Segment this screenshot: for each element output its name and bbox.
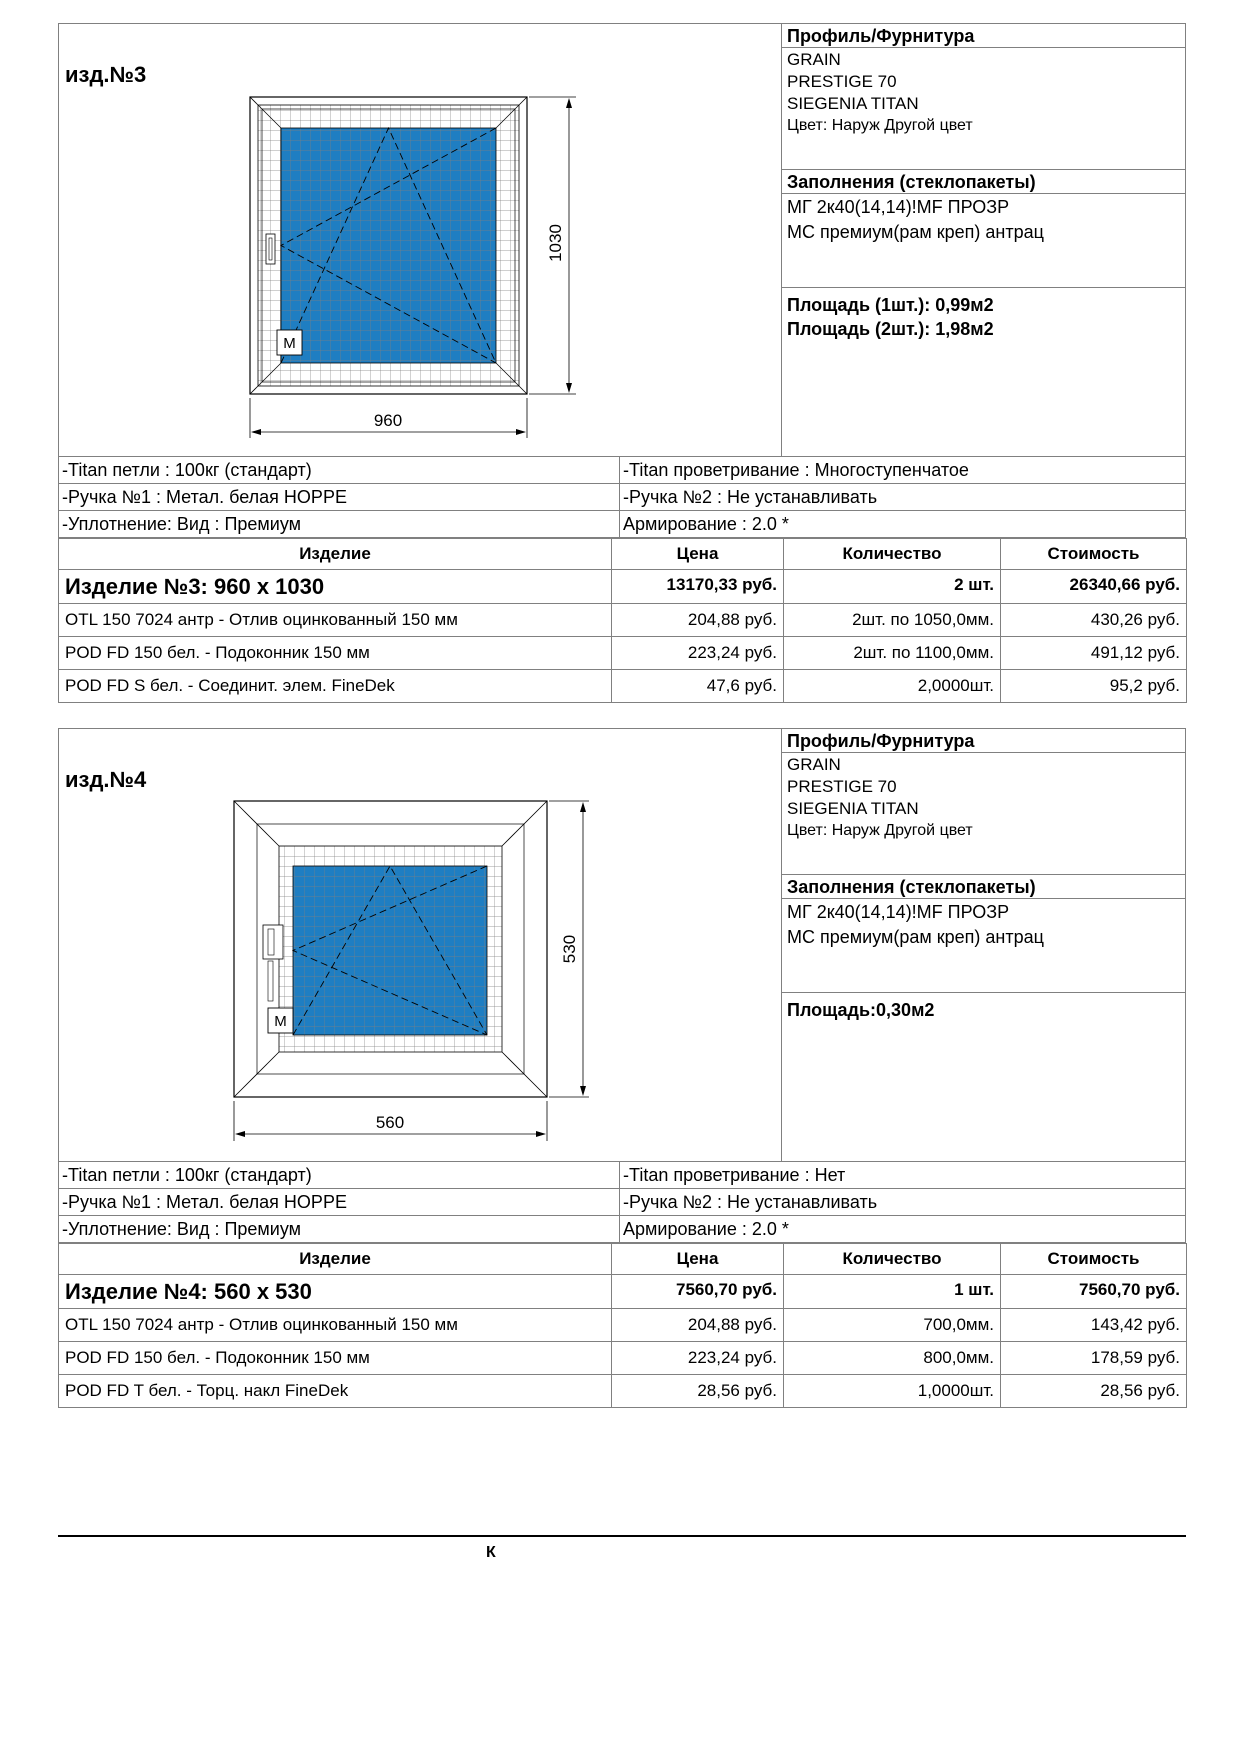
item-name: POD FD 150 бел. - Подоконник 150 мм <box>59 637 612 670</box>
items-table-3 <box>58 538 1187 703</box>
option-row <box>59 484 1185 511</box>
profile-line: SIEGENIA TITAN <box>787 94 919 113</box>
product-header-3 <box>58 23 1186 457</box>
item-cost: 430,26 руб. <box>1001 604 1187 637</box>
item-price: 223,24 руб. <box>612 637 784 670</box>
profile-lines <box>782 753 1185 843</box>
option-left: -Уплотнение: Вид : Премиум <box>59 1216 620 1242</box>
item-name: Изделие №4: 560 x 530 <box>59 1275 612 1309</box>
height-dimension: 1030 <box>546 224 565 262</box>
item-price: 223,24 руб. <box>612 1342 784 1375</box>
item-name: OTL 150 7024 антр - Отлив оцинкованный 150 мм <box>59 1309 612 1342</box>
fill-section <box>782 169 1185 287</box>
item-cost: 28,56 руб. <box>1001 1375 1187 1408</box>
table-row-main <box>59 1275 1187 1309</box>
profile-line: SIEGENIA TITAN <box>787 799 919 818</box>
option-row <box>59 1162 1185 1189</box>
area-section <box>782 287 1185 456</box>
footer-text: К <box>486 1544 496 1561</box>
table-row <box>59 1342 1187 1375</box>
item-price: 47,6 руб. <box>612 670 784 703</box>
fill-lines <box>782 899 1185 951</box>
area-line: Площадь (2шт.): 1,98м2 <box>787 319 994 339</box>
product-label: изд.№3 <box>65 62 147 87</box>
fill-header: Заполнения (стеклопакеты) <box>782 875 1185 899</box>
item-cost: 491,12 руб. <box>1001 637 1187 670</box>
option-left: -Titan петли : 100кг (стандарт) <box>59 1162 620 1188</box>
item-qty: 2шт. по 1050,0мм. <box>784 604 1001 637</box>
col-header-qty: Количество <box>784 539 1001 570</box>
option-right: Армирование : 2.0 * <box>623 514 789 534</box>
profile-header: Профиль/Фурнитура <box>782 24 1185 48</box>
area-lines <box>782 993 1185 1027</box>
profile-section <box>782 729 1185 874</box>
window-drawing-3 <box>59 24 781 456</box>
area-lines <box>782 288 1185 346</box>
profile-line: PRESTIGE 70 <box>787 72 897 91</box>
item-price: 28,56 руб. <box>612 1375 784 1408</box>
profile-line: PRESTIGE 70 <box>787 777 897 796</box>
item-qty: 2 шт. <box>784 570 1001 604</box>
option-row <box>59 1189 1185 1216</box>
item-qty: 1,0000шт. <box>784 1375 1001 1408</box>
options-4 <box>58 1162 1186 1243</box>
height-dimension: 530 <box>560 934 579 964</box>
area-line: Площадь:0,30м2 <box>787 1000 935 1020</box>
profile-line: Цвет: Наруж Другой цвет <box>787 822 973 839</box>
item-name: POD FD S бел. - Соединит. элем. FineDek <box>59 670 612 703</box>
item-cost: 178,59 руб. <box>1001 1342 1187 1375</box>
item-qty: 2,0000шт. <box>784 670 1001 703</box>
table-row <box>59 637 1187 670</box>
item-qty: 2шт. по 1100,0мм. <box>784 637 1001 670</box>
option-left: -Уплотнение: Вид : Премиум <box>59 511 620 537</box>
item-name: OTL 150 7024 антр - Отлив оцинкованный 150 мм <box>59 604 612 637</box>
info-panel-3 <box>782 24 1185 456</box>
item-price: 13170,33 руб. <box>612 570 784 604</box>
item-cost: 143,42 руб. <box>1001 1309 1187 1342</box>
col-header-price: Цена <box>612 1244 784 1275</box>
product-header-4 <box>58 728 1186 1162</box>
sash-mark: М <box>274 1013 287 1030</box>
option-right: -Titan проветривание : Многоступенчатое <box>623 460 969 480</box>
area-line: Площадь (1шт.): 0,99м2 <box>787 295 994 315</box>
item-name: POD FD 150 бел. - Подоконник 150 мм <box>59 1342 612 1375</box>
item-cost: 7560,70 руб. <box>1001 1275 1187 1309</box>
window-drawing-4 <box>59 729 781 1161</box>
item-name: POD FD T бел. - Торц. накл FineDek <box>59 1375 612 1408</box>
drawing-panel-3 <box>59 24 782 456</box>
profile-section <box>782 24 1185 169</box>
col-header-item: Изделие <box>59 539 612 570</box>
col-header-qty: Количество <box>784 1244 1001 1275</box>
fill-line: МС премиум(рам креп) антрац <box>787 222 1044 242</box>
footer-divider <box>58 1535 1186 1537</box>
option-row <box>59 457 1185 484</box>
info-panel-4 <box>782 729 1185 1161</box>
option-row <box>59 1216 1185 1243</box>
option-right: -Ручка №2 : Не устанавливать <box>623 1192 878 1212</box>
profile-header: Профиль/Фурнитура <box>782 729 1185 753</box>
option-right: -Ручка №2 : Не устанавливать <box>623 487 878 507</box>
profile-line: GRAIN <box>787 50 841 69</box>
option-left: -Titan петли : 100кг (стандарт) <box>59 457 620 483</box>
profile-line: GRAIN <box>787 755 841 774</box>
item-cost: 95,2 руб. <box>1001 670 1187 703</box>
fill-line: МГ 2к40(14,14)!MF ПРОЗР <box>787 902 1010 922</box>
profile-line: Цвет: Наруж Другой цвет <box>787 117 973 134</box>
col-header-cost: Стоимость <box>1001 539 1187 570</box>
option-left: -Ручка №1 : Метал. белая HOPPE <box>59 1189 620 1215</box>
profile-lines <box>782 48 1185 138</box>
sash-mark: М <box>283 335 296 352</box>
table-row <box>59 1309 1187 1342</box>
item-price: 204,88 руб. <box>612 604 784 637</box>
area-section <box>782 992 1185 1161</box>
item-name: Изделие №3: 960 x 1030 <box>59 570 612 604</box>
items-table-4 <box>58 1243 1187 1408</box>
col-header-item: Изделие <box>59 1244 612 1275</box>
option-right: -Titan проветривание : Нет <box>623 1165 846 1185</box>
item-price: 7560,70 руб. <box>612 1275 784 1309</box>
table-row-main <box>59 570 1187 604</box>
item-qty: 800,0мм. <box>784 1342 1001 1375</box>
table-header-row <box>59 1244 1187 1275</box>
option-right: Армирование : 2.0 * <box>623 1219 789 1239</box>
fill-section <box>782 874 1185 992</box>
options-3 <box>58 457 1186 538</box>
option-left: -Ручка №1 : Метал. белая HOPPE <box>59 484 620 510</box>
table-row <box>59 604 1187 637</box>
table-row <box>59 1375 1187 1408</box>
product-block-3 <box>58 23 1186 703</box>
fill-line: МГ 2к40(14,14)!MF ПРОЗР <box>787 197 1010 217</box>
product-label: изд.№4 <box>65 767 147 792</box>
table-row <box>59 670 1187 703</box>
item-qty: 1 шт. <box>784 1275 1001 1309</box>
col-header-price: Цена <box>612 539 784 570</box>
fill-lines <box>782 194 1185 246</box>
item-qty: 700,0мм. <box>784 1309 1001 1342</box>
table-header-row <box>59 539 1187 570</box>
option-row <box>59 511 1185 538</box>
drawing-panel-4 <box>59 729 782 1161</box>
fill-line: МС премиум(рам креп) антрац <box>787 927 1044 947</box>
item-cost: 26340,66 руб. <box>1001 570 1187 604</box>
item-price: 204,88 руб. <box>612 1309 784 1342</box>
col-header-cost: Стоимость <box>1001 1244 1187 1275</box>
width-dimension: 960 <box>373 411 403 430</box>
product-block-4 <box>58 728 1186 1408</box>
fill-header: Заполнения (стеклопакеты) <box>782 170 1185 194</box>
width-dimension: 560 <box>375 1113 405 1132</box>
handle-icon <box>266 234 275 264</box>
